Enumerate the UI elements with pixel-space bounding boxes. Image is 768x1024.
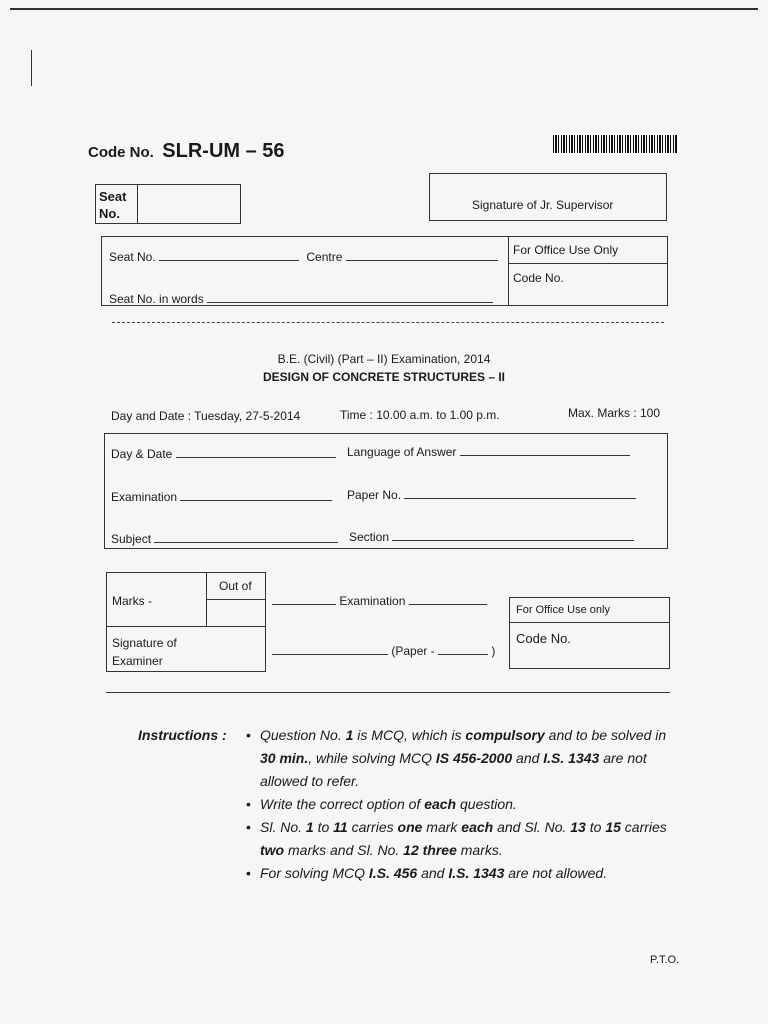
seat-label-line1: Seat	[99, 189, 127, 204]
text: and to be solved in	[544, 727, 667, 743]
text: 13	[570, 819, 586, 835]
office-code-label: Code No.	[513, 271, 564, 285]
signature-line1: Signature of	[112, 636, 177, 650]
examiner-signature-label	[112, 634, 177, 670]
section-label: Section	[349, 530, 390, 544]
instruction-item-2	[246, 793, 680, 816]
middle-examination-row	[272, 592, 487, 608]
language-row	[347, 443, 630, 459]
text: and	[417, 865, 449, 881]
text: and Sl. No.	[493, 819, 571, 835]
middle-paper-prefix-field[interactable]	[272, 642, 388, 655]
text: marks.	[456, 842, 503, 858]
examination-row	[111, 488, 332, 504]
office-use-label-2: For Office Use only	[516, 604, 610, 616]
office-box2-divider	[510, 622, 669, 623]
day-date-row	[111, 445, 336, 461]
seat-no-field[interactable]	[159, 248, 299, 261]
seat-label-line2: No.	[99, 206, 120, 221]
instructions-heading: Instructions :	[138, 727, 227, 743]
text: Question No.	[260, 727, 346, 743]
office-use-box-2	[509, 597, 670, 669]
text: 11	[333, 819, 348, 835]
bullet-dot: •	[246, 727, 251, 743]
section-field[interactable]	[392, 528, 634, 541]
text: 1	[345, 727, 354, 743]
middle-paper-label: (Paper -	[391, 644, 435, 658]
language-label: Language of Answer	[347, 445, 457, 459]
middle-examination-label: Examination	[339, 594, 406, 608]
text: is MCQ, which is	[353, 727, 466, 743]
out-of-field[interactable]	[207, 600, 264, 625]
middle-paper-close: )	[491, 644, 496, 658]
seat-no-words-label: Seat No. in words	[109, 292, 204, 306]
office-row-divider	[508, 263, 668, 264]
seat-number-field[interactable]	[138, 185, 240, 223]
perforation-line	[112, 322, 664, 323]
bullet-dot: •	[246, 865, 251, 881]
text: 1	[305, 819, 314, 835]
middle-exam-field[interactable]	[409, 592, 487, 605]
seat-no-words-field[interactable]	[207, 290, 493, 303]
examination-label: Examination	[111, 490, 178, 504]
top-border-line	[10, 8, 758, 10]
text: carries	[347, 819, 398, 835]
exam-day-date: Day and Date : Tuesday, 27-5-2014	[111, 409, 301, 423]
text: carries	[620, 819, 667, 835]
section-row	[349, 528, 634, 544]
subject-label: Subject	[111, 532, 152, 546]
text: to	[585, 819, 606, 835]
language-field[interactable]	[460, 443, 630, 456]
bullet-dot: •	[246, 796, 251, 812]
paper-no-row	[347, 486, 636, 502]
text: I.S. 1343	[543, 750, 600, 766]
day-date-label: Day & Date	[111, 447, 173, 461]
exam-max-marks: Max. Marks : 100	[568, 406, 661, 420]
signature-line2: Examiner	[112, 654, 163, 668]
text: 15	[605, 819, 621, 835]
pto-label: P.T.O.	[650, 954, 680, 966]
seat-no-label: Seat No.	[109, 250, 156, 264]
supervisor-signature-box[interactable]	[429, 173, 667, 221]
text: two	[260, 842, 285, 858]
text: are not allowed to refer.	[260, 750, 647, 789]
instruction-item-1	[246, 724, 680, 793]
marks-label: Marks -	[112, 594, 152, 608]
text: compulsory	[465, 727, 545, 743]
text: I.S. 1343	[448, 865, 505, 881]
day-date-field[interactable]	[176, 445, 336, 458]
text: Sl. No.	[260, 819, 306, 835]
seat-no-row	[109, 248, 498, 264]
subject-field[interactable]	[154, 530, 338, 543]
text: marks and Sl. No.	[284, 842, 404, 858]
text: question.	[456, 796, 517, 812]
middle-paper-row	[272, 642, 495, 658]
text: each	[424, 796, 457, 812]
middle-exam-prefix-field[interactable]	[272, 592, 336, 605]
seat-number-box	[95, 184, 241, 224]
bullet-dot: •	[246, 819, 251, 835]
exam-title-line1: B.E. (Civil) (Part – II) Examination, 2014	[277, 352, 491, 366]
text: I.S. 456	[368, 865, 418, 881]
subject-row	[111, 530, 338, 546]
text: to	[313, 819, 334, 835]
section-rule	[106, 692, 670, 693]
supervisor-label: Signature of Jr. Supervisor	[472, 198, 614, 212]
text: 12 three	[403, 842, 457, 858]
office-use-label: For Office Use Only	[513, 243, 619, 257]
instruction-item-3	[246, 816, 680, 862]
barcode	[553, 135, 677, 153]
text: Write the correct option of	[260, 796, 425, 812]
marks-box	[106, 572, 266, 672]
text: IS 456-2000	[435, 750, 513, 766]
code-prefix: Code No.	[88, 144, 154, 161]
seat-box-label	[99, 188, 126, 222]
text: , while solving MCQ	[308, 750, 436, 766]
text: For solving MCQ	[260, 865, 369, 881]
exam-details-form	[104, 433, 668, 549]
instruction-item-4	[246, 862, 680, 885]
text: 30 min.	[260, 750, 309, 766]
text: each	[461, 819, 494, 835]
paper-no-field[interactable]	[404, 486, 636, 499]
office-divider	[508, 237, 509, 305]
code-value: SLR-UM – 56	[162, 140, 285, 162]
text: one	[397, 819, 423, 835]
marks-hdivider	[107, 626, 265, 627]
centre-field[interactable]	[346, 248, 498, 261]
text: and	[512, 750, 544, 766]
text: are not allowed.	[504, 865, 608, 881]
code-number-header	[88, 140, 285, 163]
paper-no-label: Paper No.	[347, 488, 402, 502]
text: mark	[422, 819, 462, 835]
office-code-label-2: Code No.	[516, 631, 571, 646]
middle-paper-field[interactable]	[438, 642, 488, 655]
exam-title-block	[0, 350, 768, 386]
examination-field[interactable]	[180, 488, 332, 501]
exam-subject-title: DESIGN OF CONCRETE STRUCTURES – II	[262, 370, 506, 384]
seat-details-form	[101, 236, 668, 306]
exam-time: Time : 10.00 a.m. to 1.00 p.m.	[340, 408, 500, 422]
margin-mark	[31, 50, 32, 86]
seat-no-words-row	[109, 290, 493, 306]
centre-label: Centre	[306, 250, 343, 264]
out-of-label: Out of	[219, 579, 252, 593]
